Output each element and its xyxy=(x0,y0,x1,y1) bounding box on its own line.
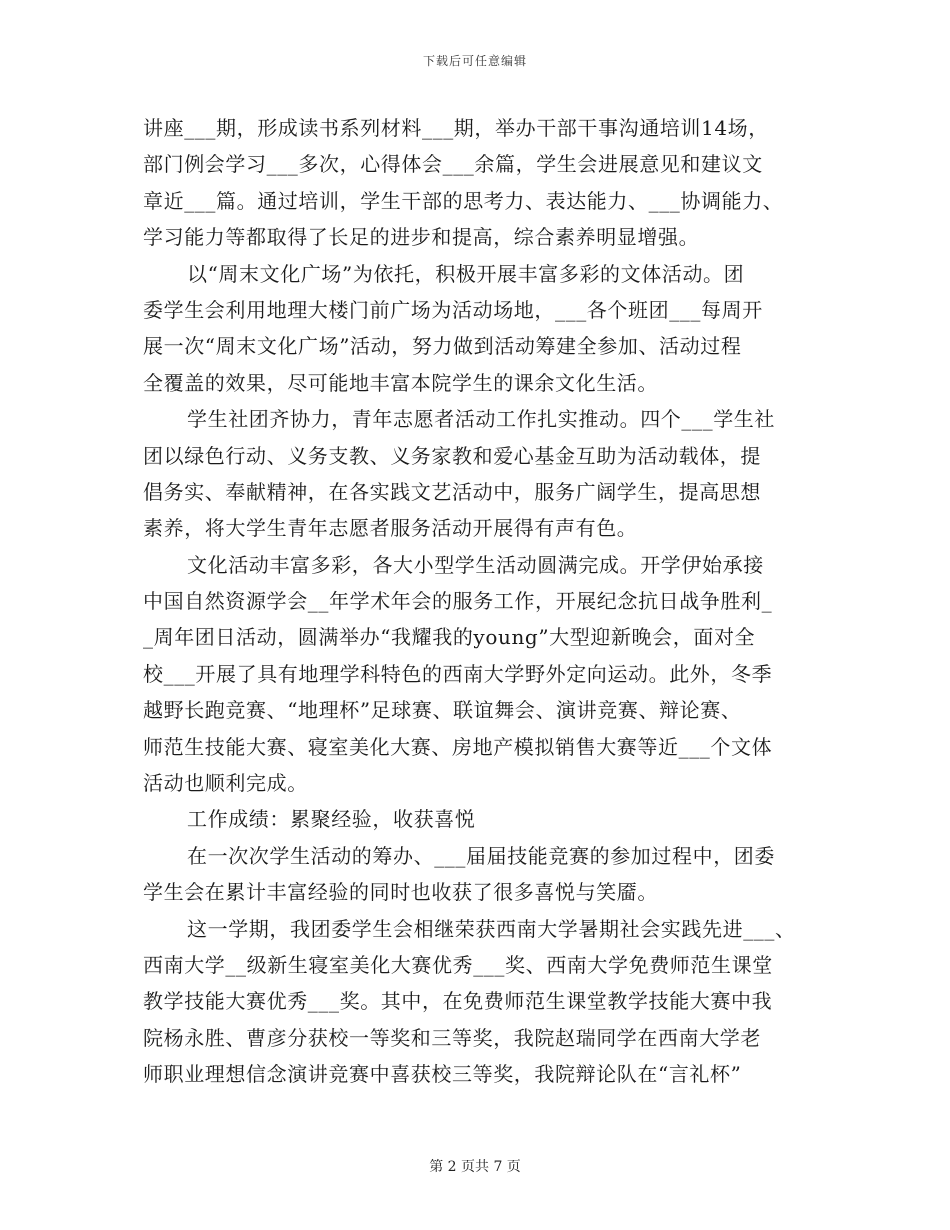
text-line: 章近___篇。通过培训，学生干部的思考力、表达能力、___协调能力、 xyxy=(143,188,784,213)
text-line: 全覆盖的效果，尽可能地丰富本院学生的课余文化生活。 xyxy=(143,370,658,395)
text-line: 校___开展了具有地理学科特色的西南大学野外定向运动。此外，冬季 xyxy=(143,661,773,686)
text-line: 西南大学__级新生寝室美化大赛优秀___奖、西南大学免费师范生课堂 xyxy=(143,952,773,977)
text-line: 学习能力等都取得了长足的进步和提高，综合素养明显增强。 xyxy=(143,225,700,250)
text-line: 中国自然资源学会__年学术年会的服务工作，开展纪念抗日战争胜利_ xyxy=(143,589,773,614)
text-line: 教学技能大赛优秀___奖。其中，在免费师范生课堂教学技能大赛中我 xyxy=(143,989,773,1014)
text-line: 讲座___期，形成读书系列材料___期，举办干部干事沟通培训14场， xyxy=(143,116,769,140)
text-line: 工作成绩：累聚经验，收获喜悦 xyxy=(187,807,476,832)
text-line: 倡务实、奉献精神，在各实践文艺活动中，服务广阔学生，提高思想 xyxy=(143,479,761,504)
text-line: 展一次“周末文化广场”活动，努力做到活动筹建全参加、活动过程 xyxy=(143,334,742,359)
text-line: 素养，将大学生青年志愿者服务活动开展得有声有色。 xyxy=(143,516,638,541)
text-line: 委学生会利用地理大楼门前广场为活动场地，___各个班团___每周开 xyxy=(143,297,763,322)
text-line: 团以绿色行动、义务支教、义务家教和爱心基金互助为活动载体，提 xyxy=(143,443,761,468)
text-line: 这一学期，我团委学生会相继荣获西南大学暑期社会实践先进___、 xyxy=(187,916,796,941)
text-line: 学生会在累计丰富经验的同时也收获了很多喜悦与笑靥。 xyxy=(143,880,658,905)
text-line: _周年团日活动，圆满举办“我耀我的young”大型迎新晚会，面对全 xyxy=(143,625,756,650)
text-line: 以“周末文化广场”为依托，积极开展丰富多彩的文体活动。团 xyxy=(187,261,745,286)
text-line: 学生社团齐协力，青年志愿者活动工作扎实推动。四个___学生社 xyxy=(187,407,775,432)
page-number-footer: 第 2 页共 7 页 xyxy=(429,1159,521,1175)
text-line: 越野长跑竞赛、“地理杯”足球赛、联谊舞会、演讲竞赛、辩论赛、 xyxy=(143,698,742,723)
text-line: 活动也顺利完成。 xyxy=(143,771,308,796)
text-line: 师范生技能大赛、寝室美化大赛、房地产模拟销售大赛等近___个文体 xyxy=(143,734,773,759)
text-line: 师职业理想信念演讲竞赛中喜获校三等奖，我院辩论队在“言礼杯” xyxy=(143,1062,742,1087)
text-line: 部门例会学习___多次，心得体会___余篇，学生会进展意见和建议文 xyxy=(143,152,763,177)
text-line: 文化活动丰富多彩，各大小型学生活动圆满完成。开学伊始承接 xyxy=(187,552,764,577)
document-body xyxy=(143,110,807,1093)
text-line: 院杨永胜、曹彦分获校一等奖和三等奖，我院赵瑞同学在西南大学老 xyxy=(143,1025,761,1050)
text-line: 在一次次学生活动的筹办、___届届技能竞赛的参加过程中，团委 xyxy=(187,843,775,868)
page-header: 下载后可任意编辑 xyxy=(422,54,527,68)
